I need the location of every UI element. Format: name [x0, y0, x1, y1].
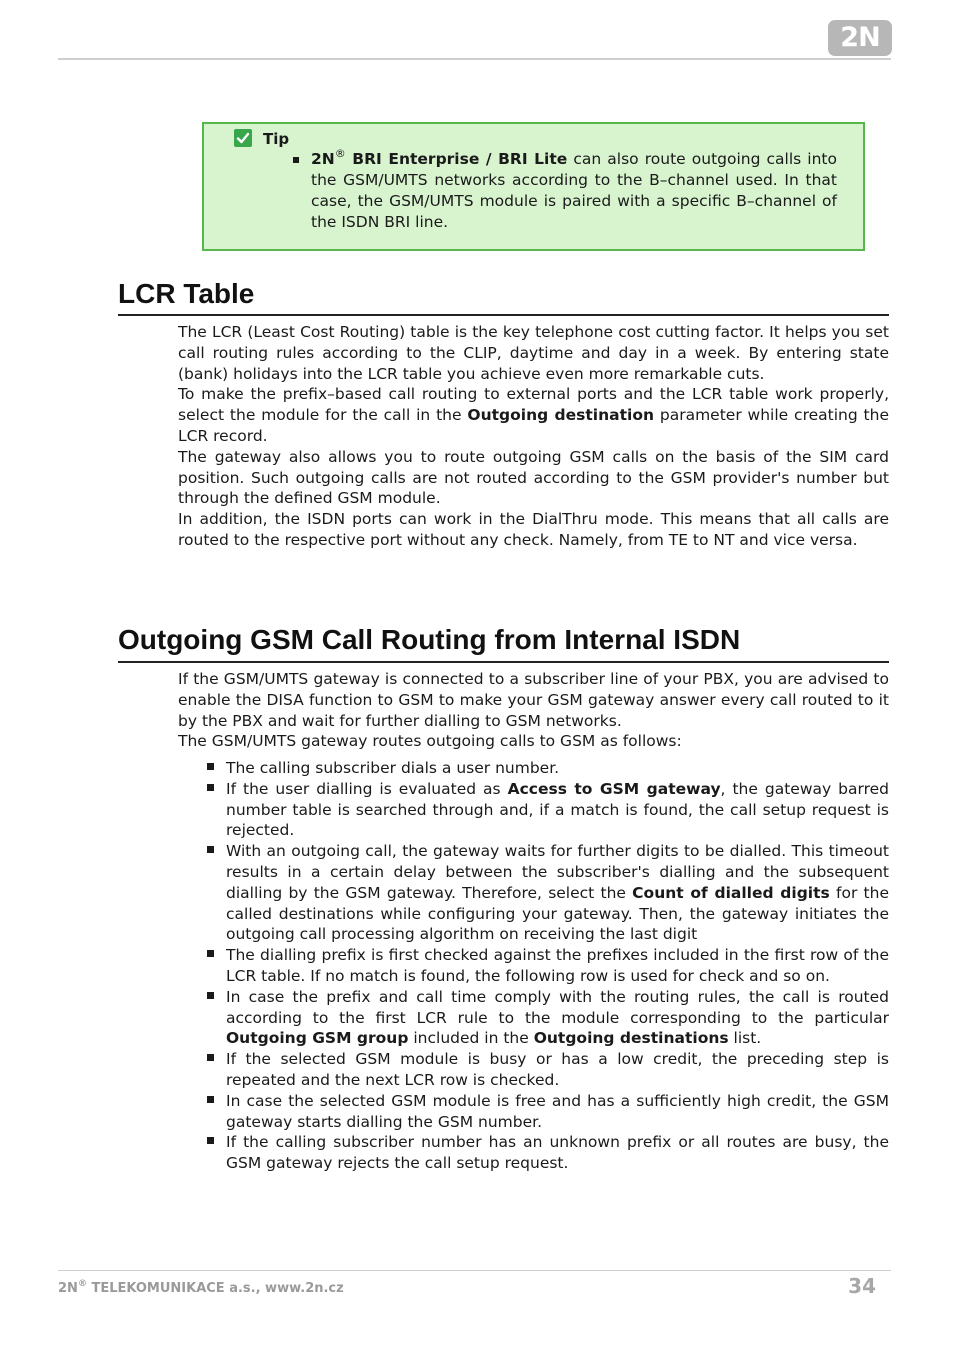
header-divider	[58, 58, 891, 60]
lcr-paragraph-2	[178, 384, 889, 446]
tip-box	[202, 122, 865, 251]
gsm-paragraph-1: If the GSM/UMTS gateway is connected to a subscriber line of your PBX, you are advised to enable the DISA function to GSM to make your GSM gateway answer every call routed to it by the PBX and wait for further dialling to GSM networks.	[178, 670, 889, 730]
gsm-body	[178, 669, 889, 752]
bullet-square-icon	[293, 157, 299, 163]
text-run: The dialling prefix is first checked against the prefixes included in the first row of the LCR table. If no match is found, the following row is used for check and so on.	[226, 946, 889, 985]
bold-term: Outgoing GSM group	[226, 1029, 409, 1048]
brand-logo: 2N	[828, 20, 892, 56]
bullet-square-icon	[207, 763, 214, 770]
footer-company-name: TELEKOMUNIKACE a.s., www.2n.cz	[86, 1281, 344, 1296]
text-run: In case the selected GSM module is free and has a sufficiently high credit, the GSM gateway starts dialling the GSM number.	[226, 1091, 889, 1131]
bullet-square-icon	[207, 784, 214, 791]
text-run: , the gateway barred number table is searched through and, if a match is found, the call setup request is rejected.	[226, 779, 889, 840]
bullet-square-icon	[207, 1096, 214, 1103]
tip-text	[311, 146, 837, 233]
text-run: In case the prefix and call time comply with the routing rules, the call is routed according to the first LCR rule to the module corresponding to the particular	[226, 987, 889, 1027]
text-run: With an outgoing call, the gateway waits for further digits to be dialled. This timeout results in a certain delay between the subscriber's dialling and the subsequent dialling by the GSM gateway. Therefore, select the	[226, 842, 889, 902]
page-number: 34	[848, 1274, 876, 1298]
list-item	[206, 1132, 889, 1174]
section-heading-gsm: Outgoing GSM Call Routing from Internal ISDN	[118, 624, 741, 655]
tip-brand: 2N	[311, 150, 335, 168]
text-run: list.	[728, 1029, 762, 1048]
section-divider-gsm	[118, 661, 889, 663]
bullet-square-icon	[207, 1137, 214, 1144]
bold-term: Outgoing destinations	[533, 1029, 729, 1048]
text-run: included in the	[408, 1029, 534, 1048]
list-item	[206, 779, 889, 841]
lcr-paragraph-1: The LCR (Least Cost Routing) table is the key telephone cost cutting factor. It helps you set call routing rules according to the CLIP, daytime and day in a week. By entering state (bank) holidays into the LCR table you achieve even more remarkable cuts.	[178, 323, 889, 383]
text-run: If the selected GSM module is busy or has a low credit, the preceding step is repeated and the next LCR row is checked.	[226, 1050, 889, 1089]
list-item	[206, 1091, 889, 1133]
footer-brand: 2N	[58, 1281, 78, 1296]
bold-term: Outgoing destination	[467, 406, 654, 425]
bold-term: Access to GSM gateway	[507, 779, 721, 798]
registered-mark: ®	[334, 146, 346, 160]
lcr-body	[178, 322, 889, 551]
gsm-routing-steps	[206, 758, 889, 1174]
text-run: parameter while creating the LCR record.	[178, 406, 889, 445]
text-run: for the called destinations while configuring your gateway. Then, the gateway initiates the outgoing call processing algorithm on receiving the last digit	[226, 883, 889, 944]
list-item	[206, 987, 889, 1049]
section-divider-lcr	[118, 314, 889, 316]
list-item	[206, 841, 889, 945]
bullet-square-icon	[207, 1054, 214, 1061]
lcr-paragraph-4: In addition, the ISDN ports can work in the DialThru mode. This means that all calls are routed to the respective port without any check. Namely, from TE to NT and vice versa.	[178, 510, 889, 549]
tip-body: can also route outgoing calls into the GSM/UMTS networks according to the B–channel used. In that case, the GSM/UMTS module is paired with a specific B–channel of the ISDN BRI line.	[311, 150, 837, 231]
list-item	[206, 758, 889, 779]
text-run: The calling subscriber dials a user number.	[226, 759, 560, 777]
checkmark-icon	[234, 129, 252, 147]
text-run: If the calling subscriber number has an unknown prefix or all routes are busy, the GSM gateway rejects the call setup request.	[226, 1133, 889, 1173]
footer-company	[58, 1280, 344, 1298]
text-run: To make the prefix–based call routing to external ports and the LCR table work properly, select the module for the call in the	[178, 385, 889, 425]
footer-divider	[58, 1270, 891, 1271]
section-heading-lcr: LCR Table	[118, 278, 255, 309]
bullet-square-icon	[207, 846, 214, 853]
lcr-paragraph-3: The gateway also allows you to route outgoing GSM calls on the basis of the SIM card position. Such outgoing calls are not routed according to the GSM provider's number but through the defined GSM module.	[178, 447, 889, 508]
list-item	[206, 945, 889, 987]
gsm-paragraph-2: The GSM/UMTS gateway routes outgoing calls to GSM as follows:	[178, 732, 682, 751]
text-run: If the user dialling is evaluated as	[226, 779, 508, 798]
bold-term: Count of dialled digits	[632, 883, 830, 902]
registered-mark: ®	[77, 1278, 87, 1289]
bullet-square-icon	[207, 992, 214, 999]
list-item	[206, 1049, 889, 1091]
tip-product: BRI Enterprise / BRI Lite	[345, 150, 568, 168]
tip-title: Tip	[263, 130, 290, 148]
bullet-square-icon	[207, 950, 214, 957]
